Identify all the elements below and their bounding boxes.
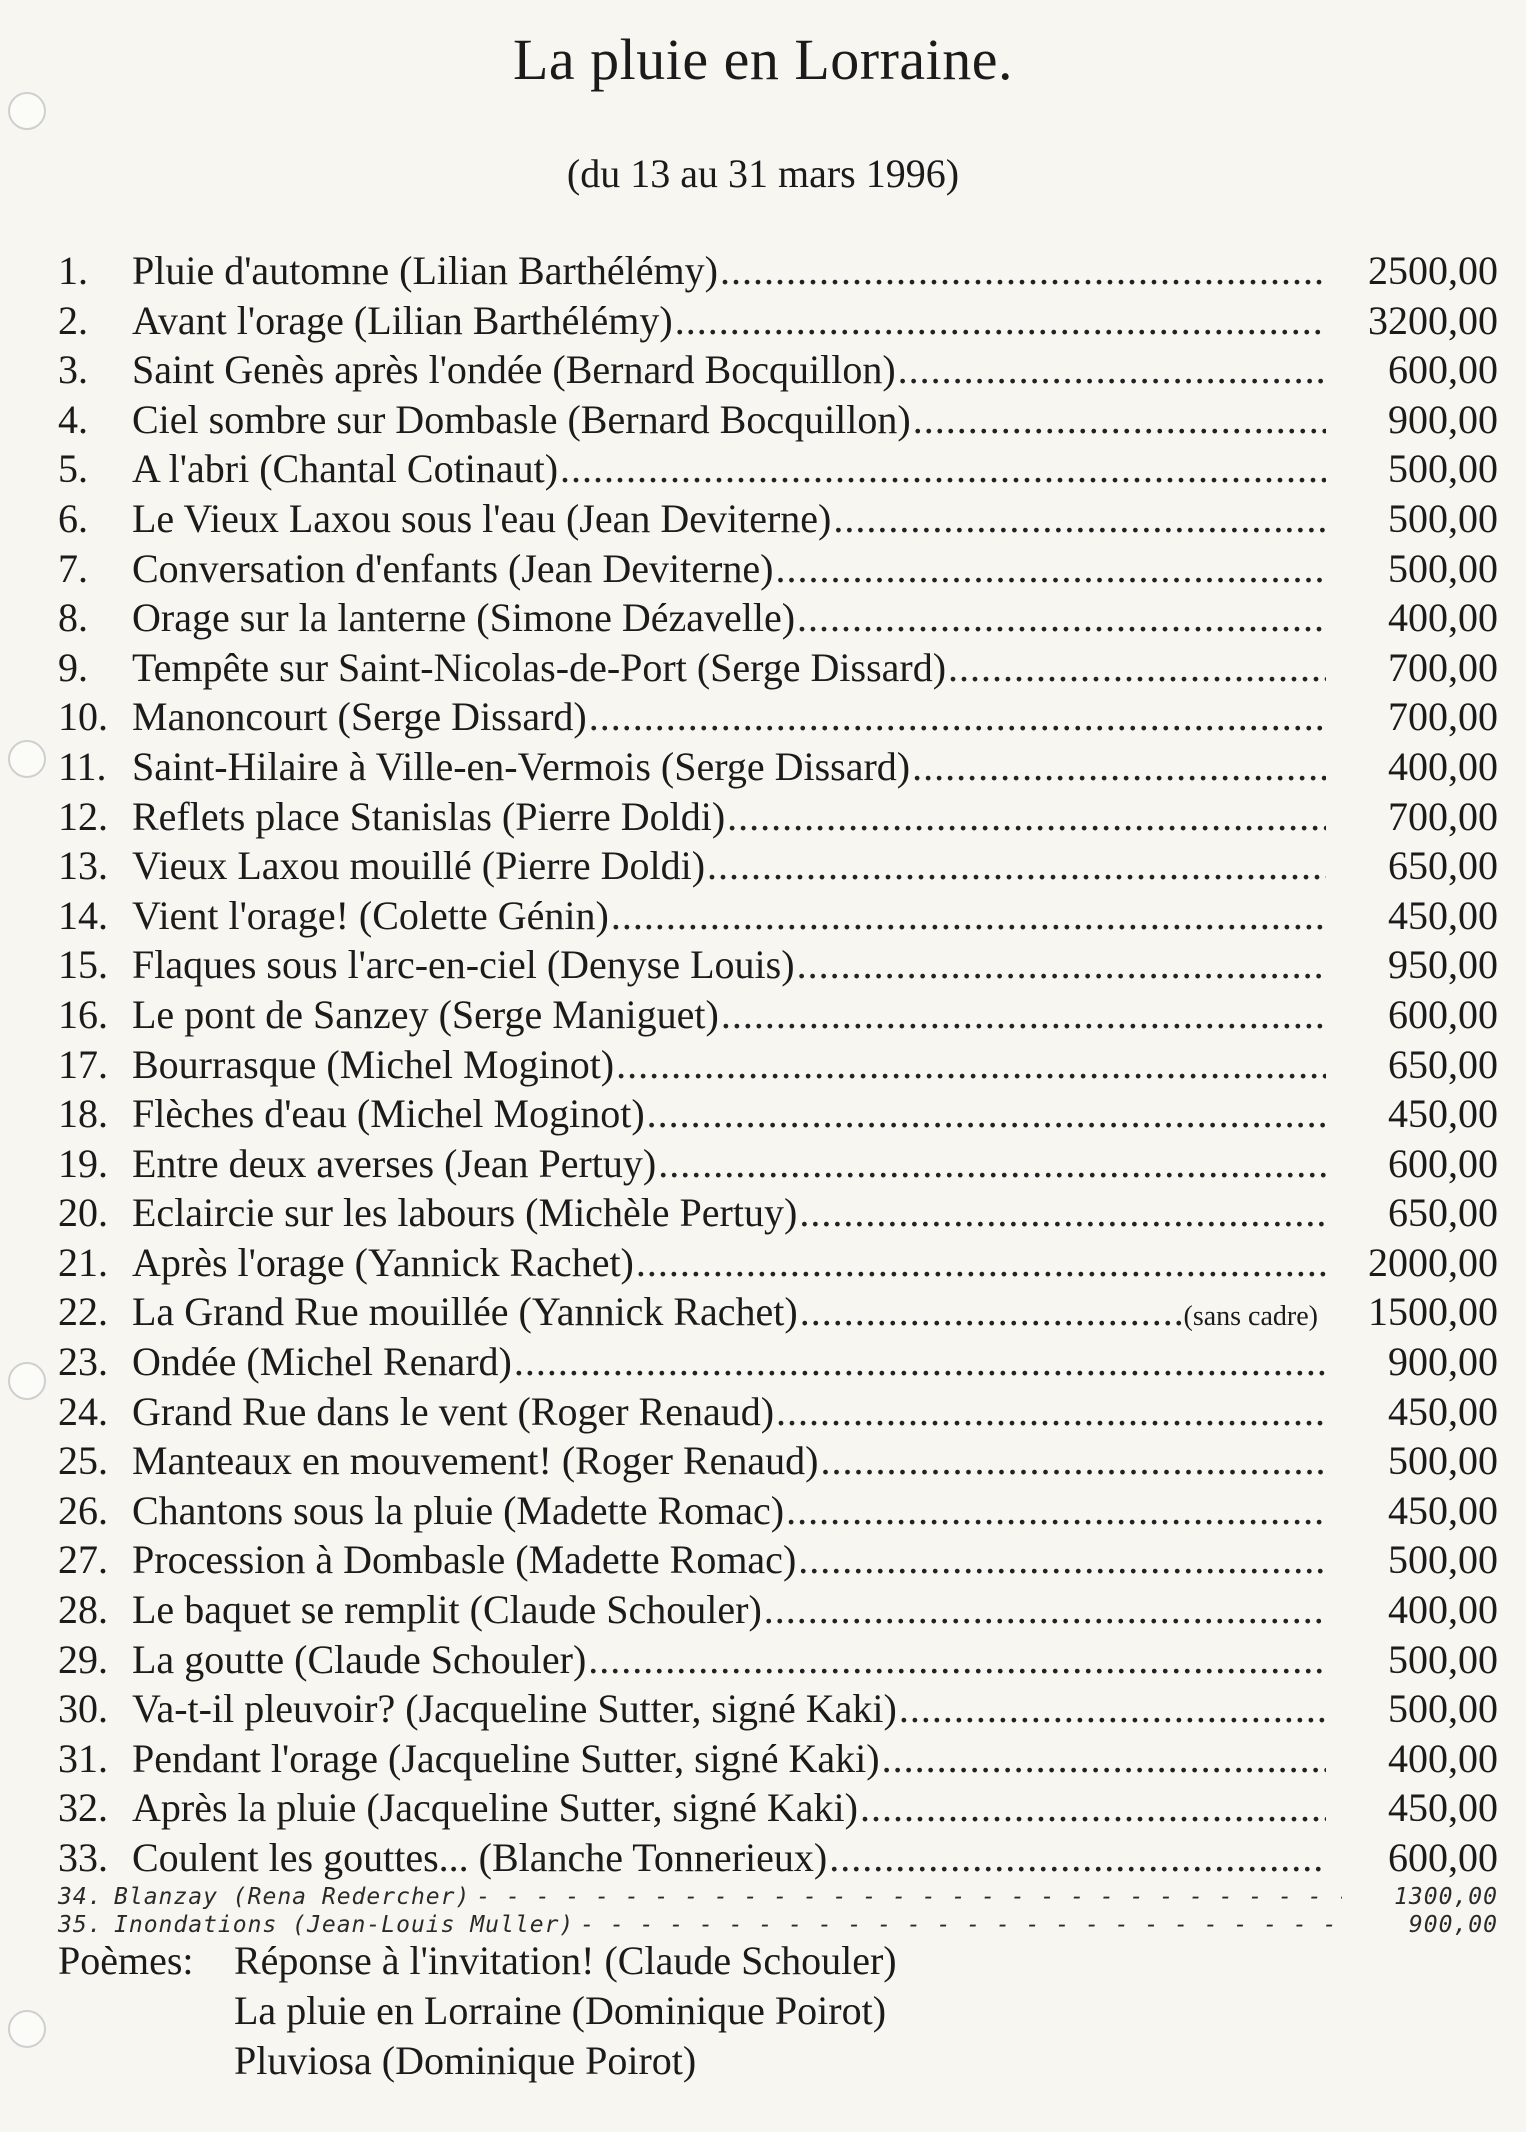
dot-leader: [611, 891, 1326, 941]
poems-section: [58, 1936, 1498, 2086]
dot-leader: [589, 692, 1326, 742]
item-title: Grand Rue dans le vent (Roger Renaud): [132, 1388, 775, 1434]
list-item: [58, 1585, 1498, 1635]
item-number: 14.: [58, 892, 108, 938]
dot-leader: [899, 1684, 1326, 1734]
item-number: 33.: [58, 1835, 108, 1880]
list-item: [58, 990, 1498, 1040]
item-number: 21.: [58, 1239, 108, 1285]
dot-leader: [912, 742, 1326, 792]
dot-leader: [898, 345, 1326, 395]
item-title: Reflets place Stanislas (Pierre Doldi): [132, 793, 726, 839]
item-price: 450,00: [1388, 892, 1498, 938]
punch-hole-top: [8, 92, 46, 130]
item-price: 450,00: [1388, 1785, 1498, 1831]
item-price: 900,00: [1388, 396, 1498, 442]
item-number: 2.: [58, 297, 88, 343]
item-number: 13.: [58, 843, 108, 889]
poem-title: Pluviosa (Dominique Poirot): [234, 2038, 697, 2083]
item-title: Pluie d'automne (Lilian Barthélémy): [132, 248, 718, 293]
item-price: 1500,00: [1368, 1289, 1498, 1335]
item-title: Saint-Hilaire à Ville-en-Vermois (Serge Dissard): [132, 743, 911, 789]
poems-label: Poèmes:: [58, 1938, 194, 1983]
item-title: Le pont de Sanzey (Serge Maniguet): [132, 991, 719, 1037]
item-number: 17.: [58, 1041, 108, 1087]
item-title: Inondations (Jean-Louis Muller): [114, 1911, 575, 1938]
list-item: [58, 593, 1498, 643]
item-price: 450,00: [1388, 1091, 1498, 1137]
dot-leader: [636, 1238, 1326, 1288]
item-price: 500,00: [1388, 1686, 1498, 1732]
dot-leader: [647, 1089, 1326, 1139]
dot-leader: [797, 593, 1326, 643]
item-title: Après l'orage (Yannick Rachet): [132, 1239, 634, 1285]
item-number: 7.: [58, 545, 88, 591]
item-price: 2000,00: [1368, 1239, 1498, 1285]
item-price: 500,00: [1388, 446, 1498, 492]
item-title: Procession à Dombasle (Madette Romac): [132, 1537, 797, 1583]
list-item: [58, 246, 1498, 296]
item-number: 11.: [58, 743, 107, 789]
dot-leader: [786, 1486, 1326, 1536]
item-title: Tempête sur Saint-Nicolas-de-Port (Serge Dissard): [132, 644, 947, 690]
list-item: [58, 940, 1498, 990]
item-title: La goutte (Claude Schouler): [132, 1636, 587, 1682]
list-item: [58, 1635, 1498, 1685]
item-title: A l'abri (Chantal Cotinaut): [132, 446, 559, 492]
handwritten-list-item: [58, 1911, 1498, 1939]
item-title: Eclaircie sur les labours (Michèle Pertuy): [132, 1190, 798, 1236]
item-title: Avant l'orage (Lilian Barthélémy): [132, 297, 673, 343]
dot-leader: [829, 1833, 1326, 1883]
dot-leader: [720, 246, 1326, 296]
list-item: [58, 742, 1498, 792]
handwritten-list-item: [58, 1883, 1498, 1911]
item-price: 500,00: [1388, 495, 1498, 541]
dot-leader: [799, 1188, 1326, 1238]
price-list: [58, 246, 1498, 1939]
item-title: Saint Genès après l'ondée (Bernard Bocquillon): [132, 347, 896, 393]
item-title: Entre deux averses (Jean Pertuy): [132, 1140, 657, 1186]
list-item: [58, 1535, 1498, 1585]
item-number: 18.: [58, 1091, 108, 1137]
item-price: 650,00: [1388, 1041, 1498, 1087]
poem-line: [58, 2036, 1498, 2086]
item-title: Vieux Laxou mouillé (Pierre Doldi): [132, 843, 706, 889]
dash-leader: [476, 1883, 1342, 1911]
poem-line: [58, 1936, 1498, 1986]
list-item: [58, 345, 1498, 395]
item-price: 500,00: [1388, 1636, 1498, 1682]
dot-leader: [798, 1535, 1326, 1585]
item-price: 700,00: [1388, 793, 1498, 839]
item-price: 650,00: [1388, 843, 1498, 889]
item-price: 1300,00: [1394, 1883, 1498, 1910]
item-number: 1.: [58, 248, 88, 293]
item-price: 700,00: [1388, 694, 1498, 740]
dot-leader: [800, 1287, 1182, 1337]
item-number: 26.: [58, 1487, 108, 1533]
item-price: 500,00: [1388, 1438, 1498, 1484]
item-price: 500,00: [1388, 545, 1498, 591]
item-price: 500,00: [1388, 1537, 1498, 1583]
item-number: 24.: [58, 1388, 108, 1434]
item-price: 400,00: [1388, 1735, 1498, 1781]
dot-leader: [721, 990, 1326, 1040]
item-title: Le Vieux Laxou sous l'eau (Jean Deviterne): [132, 495, 832, 541]
dot-leader: [776, 1387, 1326, 1437]
dot-leader: [764, 1585, 1326, 1635]
item-price: 600,00: [1388, 347, 1498, 393]
dot-leader: [820, 1436, 1326, 1486]
item-title: Après la pluie (Jacqueline Sutter, signé Kaki): [132, 1785, 858, 1831]
item-title: Vient l'orage! (Colette Génin): [132, 892, 609, 938]
document-subtitle: (du 13 au 31 mars 1996): [566, 151, 960, 196]
dot-leader: [797, 940, 1326, 990]
item-title: Le baquet se remplit (Claude Schouler): [132, 1587, 762, 1633]
item-price: 700,00: [1388, 644, 1498, 690]
dot-leader: [860, 1783, 1326, 1833]
list-item: [58, 1089, 1498, 1139]
dot-leader: [882, 1734, 1326, 1784]
item-number: 22.: [58, 1289, 108, 1335]
item-number: 35.: [58, 1911, 103, 1938]
list-item: [58, 1833, 1498, 1883]
dot-leader: [913, 395, 1326, 445]
poem-title: La pluie en Lorraine (Dominique Poirot): [234, 1988, 887, 2033]
item-title: Va-t-il pleuvoir? (Jacqueline Sutter, signé Kaki): [132, 1686, 897, 1732]
item-number: 3.: [58, 347, 88, 393]
item-title: Manoncourt (Serge Dissard): [132, 694, 587, 740]
list-item: [58, 1139, 1498, 1189]
item-title: Bourrasque (Michel Moginot): [132, 1041, 615, 1087]
list-item: [58, 544, 1498, 594]
list-item: [58, 1238, 1498, 1288]
item-number: 29.: [58, 1636, 108, 1682]
item-number: 31.: [58, 1735, 108, 1781]
item-number: 8.: [58, 595, 88, 641]
item-number: 16.: [58, 991, 108, 1037]
item-title: Pendant l'orage (Jacqueline Sutter, signé Kaki): [132, 1735, 880, 1781]
item-price: 600,00: [1388, 991, 1498, 1037]
item-title: Ondée (Michel Renard): [132, 1339, 512, 1385]
list-item: [58, 1287, 1498, 1337]
item-price: 400,00: [1388, 1587, 1498, 1633]
list-item: [58, 1486, 1498, 1536]
item-number: 4.: [58, 396, 88, 442]
item-price: 450,00: [1388, 1388, 1498, 1434]
item-price: 400,00: [1388, 743, 1498, 789]
list-item: [58, 1337, 1498, 1387]
dot-leader: [675, 296, 1326, 346]
item-title: Orage sur la lanterne (Simone Dézavelle): [132, 595, 796, 641]
dot-leader: [616, 1040, 1326, 1090]
list-item: [58, 1188, 1498, 1238]
item-number: 10.: [58, 694, 108, 740]
list-item: [58, 1040, 1498, 1090]
dot-leader: [514, 1337, 1326, 1387]
list-item: [58, 1436, 1498, 1486]
item-number: 15.: [58, 942, 108, 988]
list-item: [58, 494, 1498, 544]
punch-hole-bottom: [8, 2010, 46, 2048]
item-number: 28.: [58, 1587, 108, 1633]
item-number: 25.: [58, 1438, 108, 1484]
item-number: 27.: [58, 1537, 108, 1583]
item-price: 600,00: [1388, 1140, 1498, 1186]
list-item: [58, 792, 1498, 842]
item-number: 19.: [58, 1140, 108, 1186]
list-item: [58, 692, 1498, 742]
item-price: 950,00: [1388, 942, 1498, 988]
poem-line: [58, 1986, 1498, 2036]
item-number: 23.: [58, 1339, 108, 1385]
list-item: [58, 643, 1498, 693]
dot-leader: [658, 1139, 1326, 1189]
list-item: [58, 395, 1498, 445]
item-number: 12.: [58, 793, 108, 839]
item-price: 900,00: [1388, 1339, 1498, 1385]
list-item: [58, 296, 1498, 346]
item-title: Chantons sous la pluie (Madette Romac): [132, 1487, 785, 1533]
list-item: [58, 1783, 1498, 1833]
item-title: Manteaux en mouvement! (Roger Renaud): [132, 1438, 819, 1484]
item-number: 34.: [58, 1883, 103, 1910]
poem-title: Réponse à l'invitation! (Claude Schouler): [234, 1938, 897, 1983]
list-item: [58, 891, 1498, 941]
item-number: 5.: [58, 446, 88, 492]
item-title: Conversation d'enfants (Jean Deviterne): [132, 545, 774, 591]
dot-leader: [707, 841, 1326, 891]
item-price: 650,00: [1388, 1190, 1498, 1236]
list-item: [58, 1734, 1498, 1784]
dot-leader: [948, 643, 1326, 693]
dot-leader: [775, 544, 1326, 594]
item-title: Blanzay (Rena Redercher): [114, 1883, 471, 1910]
dash-leader: [580, 1911, 1342, 1939]
item-price: 2500,00: [1368, 248, 1498, 293]
item-price: 450,00: [1388, 1487, 1498, 1533]
list-item: [58, 1387, 1498, 1437]
list-item: [58, 1684, 1498, 1734]
item-number: 20.: [58, 1190, 108, 1236]
list-item: [58, 444, 1498, 494]
item-price: 600,00: [1388, 1835, 1498, 1880]
dot-leader: [727, 792, 1326, 842]
item-number: 6.: [58, 495, 88, 541]
item-title: Ciel sombre sur Dombasle (Bernard Bocquillon): [132, 396, 911, 442]
dot-leader: [588, 1635, 1326, 1685]
dot-leader: [833, 494, 1326, 544]
item-title: Flèches d'eau (Michel Moginot): [132, 1091, 645, 1137]
item-price: 3200,00: [1368, 297, 1498, 343]
item-note: (sans cadre): [1183, 1301, 1318, 1333]
punch-hole-lower-middle: [8, 1362, 46, 1400]
list-item: [58, 841, 1498, 891]
item-price: 400,00: [1388, 595, 1498, 641]
dot-leader: [560, 444, 1326, 494]
item-number: 30.: [58, 1686, 108, 1732]
item-number: 32.: [58, 1785, 108, 1831]
item-price: 900,00: [1408, 1911, 1498, 1938]
item-title: Flaques sous l'arc-en-ciel (Denyse Louis): [132, 942, 795, 988]
punch-hole-upper-middle: [8, 740, 46, 778]
item-title: Coulent les gouttes... (Blanche Tonnerieux): [132, 1835, 828, 1880]
item-title: La Grand Rue mouillée (Yannick Rachet): [132, 1289, 798, 1335]
document-title: La pluie en Lorraine.: [512, 27, 1014, 92]
item-number: 9.: [58, 644, 88, 690]
